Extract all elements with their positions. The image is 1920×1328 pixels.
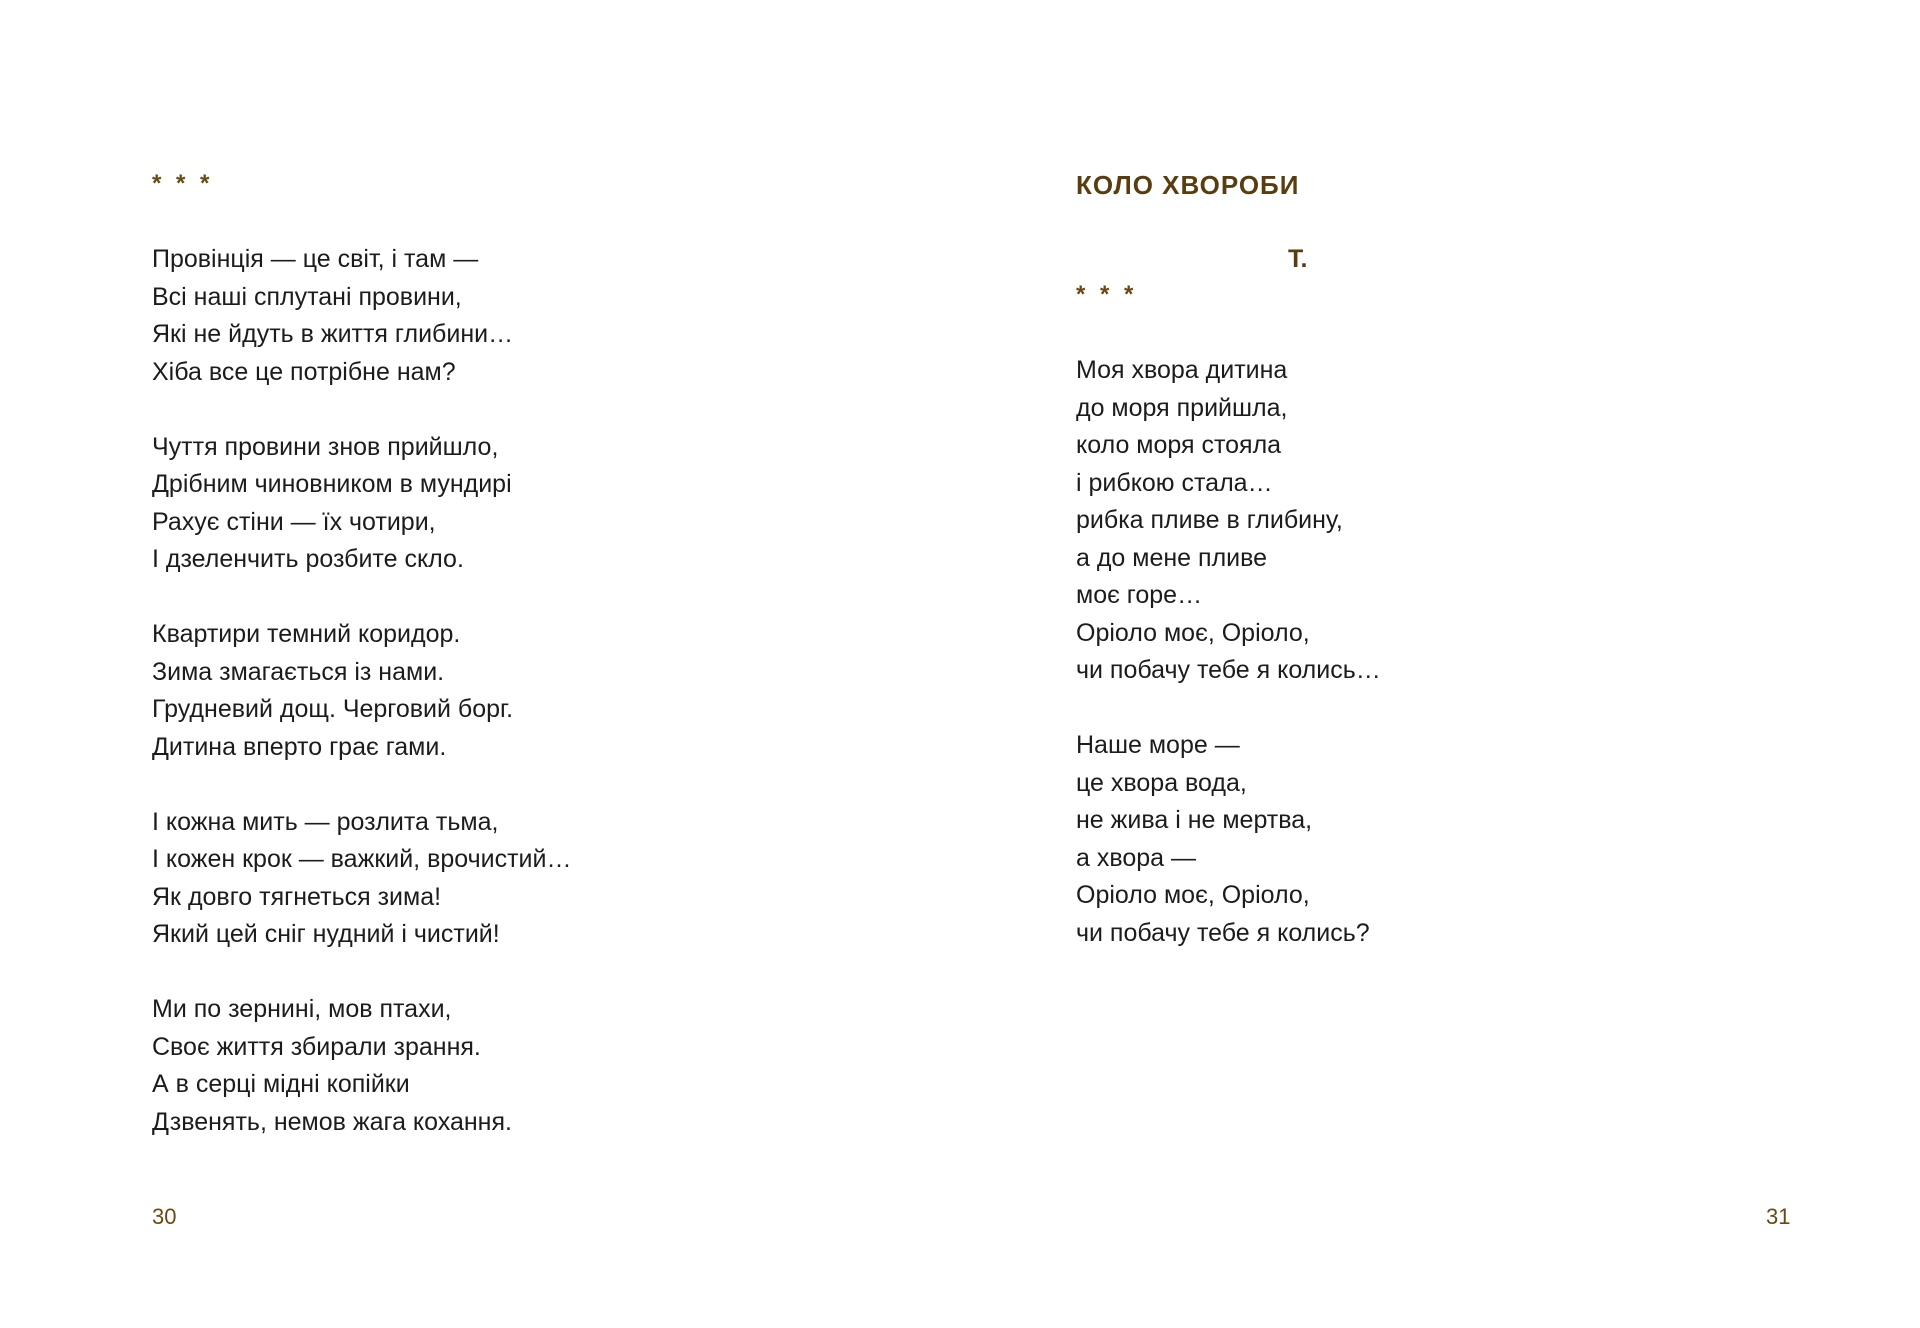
poem-line: Наше море — xyxy=(1076,731,1240,759)
dedication: Т. xyxy=(1288,245,1308,273)
poem-line: а хвора — xyxy=(1076,843,1197,872)
poem-title: КОЛО ХВОРОБИ xyxy=(1076,170,1300,200)
poem-line: І кожен крок — важкий, врочистий… xyxy=(152,845,572,873)
stanza xyxy=(152,241,852,391)
right-page-content xyxy=(1076,166,1776,952)
poem-line: Оріоло моє, Оріоло, xyxy=(1076,618,1310,647)
poem-line: Дитина вперто грає гами. xyxy=(152,732,447,761)
poem-line: Хіба все це потрібне нам? xyxy=(152,357,456,386)
stanza xyxy=(152,991,852,1141)
right-page xyxy=(960,0,1920,1328)
poem-line: Квартири темний коридор. xyxy=(152,620,461,648)
poem-line: Як довго тягнеться зима! xyxy=(152,882,442,911)
stanza xyxy=(152,616,852,766)
stanza xyxy=(152,804,852,954)
poem-line: не жива і не мертва, xyxy=(1076,806,1313,834)
poem-line: Своє життя збирали зрання. xyxy=(152,1032,481,1061)
left-page-content xyxy=(152,166,852,1141)
stanza xyxy=(152,429,852,579)
poem-line: І дзеленчить розбите скло. xyxy=(152,545,464,573)
poem-line: Грудневий дощ. Черговий борг. xyxy=(152,695,514,723)
poem-line: А в серці мідні копійки xyxy=(152,1070,410,1098)
poem-line: Оріоло моє, Оріоло, xyxy=(1076,881,1310,909)
poem-line: Ми по зернині, мов птахи, xyxy=(152,995,452,1023)
stanza xyxy=(1076,727,1776,952)
section-marker: * * * xyxy=(1076,281,1138,308)
page-number: 31 xyxy=(1766,1204,1791,1229)
poem-line: моє горе… xyxy=(1076,581,1203,609)
poem-line: Рахує стіни — їх чотири, xyxy=(152,507,436,536)
poem-line: рибка пливе в глибину, xyxy=(1076,506,1343,534)
poem-line: коло моря стояла xyxy=(1076,431,1282,459)
poem-line: Провінція — це світ, і там — xyxy=(152,245,479,273)
poem-line: Зима змагається із нами. xyxy=(152,657,445,686)
poem-line: і рибкою стала… xyxy=(1076,468,1273,497)
poem-line: Дрібним чиновником в мундирі xyxy=(152,470,512,498)
poem-line: Всі наші сплутані провини, xyxy=(152,282,462,311)
poem-line: Чуття провини знов прийшло, xyxy=(152,432,499,461)
poem-line: І кожна мить — розлита тьма, xyxy=(152,807,499,836)
poem-line: Які не йдуть в життя глибини… xyxy=(152,320,514,348)
poem-line: це хвора вода, xyxy=(1076,768,1247,797)
section-marker: * * * xyxy=(152,170,214,197)
poem-line: Дзвенять, немов жага кохання. xyxy=(152,1107,512,1136)
poem-line: Моя хвора дитина xyxy=(1076,356,1288,384)
poem-line: а до мене пливе xyxy=(1076,543,1268,572)
poem-line: чи побачу тебе я колись… xyxy=(1076,656,1381,684)
poem-line: Який цей сніг нудний і чистий! xyxy=(152,920,500,948)
poem-line: до моря прийшла, xyxy=(1076,393,1288,422)
stanza xyxy=(1076,352,1776,690)
page-number: 30 xyxy=(152,1204,177,1229)
poem-line: чи побачу тебе я колись? xyxy=(1076,918,1370,947)
